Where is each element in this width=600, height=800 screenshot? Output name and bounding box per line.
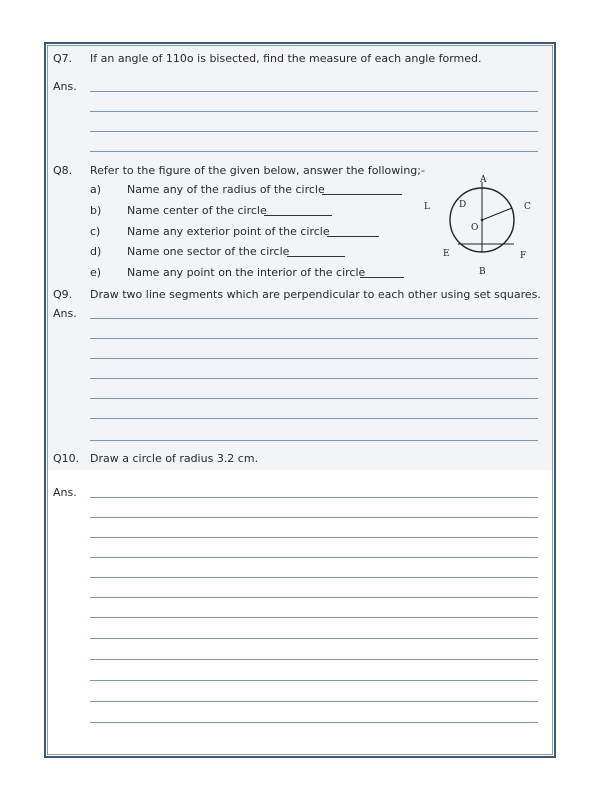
answer-line[interactable] xyxy=(90,557,538,558)
answer-line[interactable] xyxy=(90,680,538,681)
label-o: O xyxy=(471,223,479,233)
answer-line[interactable] xyxy=(90,440,538,441)
answer-line[interactable] xyxy=(90,111,538,112)
answer-line[interactable] xyxy=(90,418,538,419)
circle-figure xyxy=(410,168,550,280)
answer-line[interactable] xyxy=(90,497,538,498)
answer-line[interactable] xyxy=(90,358,538,359)
q10-question-text: Draw a circle of radius 3.2 cm. xyxy=(90,452,259,465)
q8-item-e-letter: e) xyxy=(90,266,102,279)
label-l: L xyxy=(424,202,430,212)
answer-line[interactable] xyxy=(90,638,538,639)
q7-number: Q7. xyxy=(53,52,73,65)
q8-item-a-text: Name any of the radius of the circle xyxy=(127,183,325,196)
answer-line[interactable] xyxy=(90,378,538,379)
label-d: D xyxy=(459,200,467,210)
label-f: F xyxy=(520,251,527,261)
q8-item-d-text: Name one sector of the circle xyxy=(127,245,290,258)
answer-line[interactable] xyxy=(90,722,538,723)
q8-item-d-letter: d) xyxy=(90,245,102,258)
answer-line[interactable] xyxy=(90,597,538,598)
q10-number: Q10. xyxy=(53,452,80,465)
answer-line[interactable] xyxy=(90,577,538,578)
q8-question-text: Refer to the figure of the given below, answer the following;- xyxy=(90,164,425,177)
q8-item-b-blank[interactable] xyxy=(264,215,332,216)
q8-item-d-blank[interactable] xyxy=(287,256,345,257)
answer-line[interactable] xyxy=(90,131,538,132)
answer-line[interactable] xyxy=(90,398,538,399)
q8-item-e-blank[interactable] xyxy=(360,277,404,278)
answer-line[interactable] xyxy=(90,701,538,702)
label-b: B xyxy=(479,267,486,277)
q8-item-c-text: Name any exterior point of the circle xyxy=(127,225,330,238)
label-e: E xyxy=(443,249,450,259)
q7-question-text: If an angle of 110o is bisected, find the measure of each angle formed. xyxy=(90,52,482,65)
q8-item-e-text: Name any point on the interior of the circle xyxy=(127,266,366,279)
q10-answer-label: Ans. xyxy=(53,486,77,499)
answer-line[interactable] xyxy=(90,537,538,538)
label-c: C xyxy=(524,202,531,212)
answer-line[interactable] xyxy=(90,338,538,339)
q9-question-text: Draw two line segments which are perpendicular to each other using set squares. xyxy=(90,288,541,301)
label-a: A xyxy=(480,175,487,185)
q8-item-a-blank[interactable] xyxy=(322,194,402,195)
q8-item-c-letter: c) xyxy=(90,225,101,238)
q9-answer-label: Ans. xyxy=(53,307,77,320)
answer-line[interactable] xyxy=(90,659,538,660)
radius-segment-oc xyxy=(482,208,512,220)
answer-line[interactable] xyxy=(90,318,538,319)
q8-item-a-letter: a) xyxy=(90,183,102,196)
answer-line[interactable] xyxy=(90,151,538,152)
q8-number: Q8. xyxy=(53,164,73,177)
center-point xyxy=(481,219,484,222)
q8-item-b-text: Name center of the circle xyxy=(127,204,267,217)
q8-item-c-blank[interactable] xyxy=(327,236,379,237)
q7-answer-label: Ans. xyxy=(53,80,77,93)
q9-number: Q9. xyxy=(53,288,73,301)
answer-line[interactable] xyxy=(90,617,538,618)
answer-line[interactable] xyxy=(90,517,538,518)
q8-item-b-letter: b) xyxy=(90,204,102,217)
answer-line[interactable] xyxy=(90,91,538,92)
